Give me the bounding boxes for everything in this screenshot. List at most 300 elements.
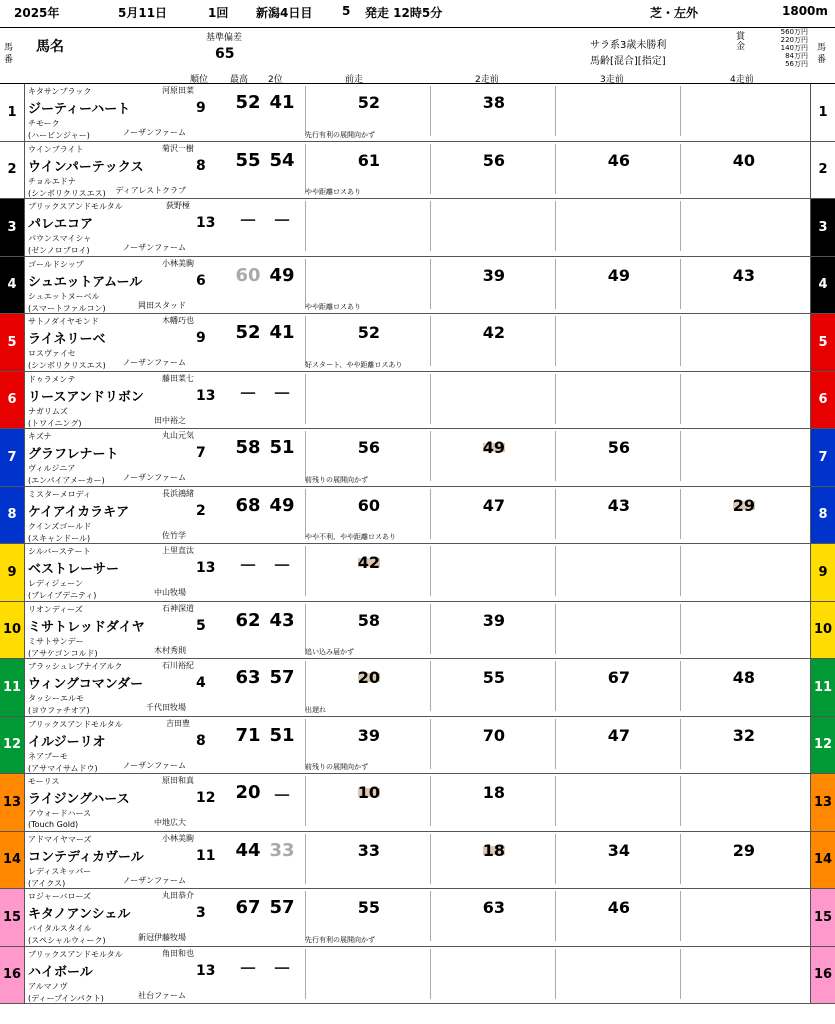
past-race-2 (430, 776, 555, 826)
past-race-2 (430, 949, 555, 999)
past-score: 18 (482, 783, 505, 802)
dam: レディスキッパー (28, 866, 92, 876)
race-header (0, 0, 835, 28)
past-score: 49 (607, 265, 630, 285)
sire: ドゥラメンテ (28, 374, 76, 384)
sire: シルバーステート (28, 547, 91, 556)
prize-5: 56万円 (785, 60, 808, 68)
rank: 7 (196, 445, 206, 461)
past-race-3 (555, 316, 680, 366)
owner: 田中裕之 (154, 415, 186, 425)
horse-number: 11 (0, 659, 25, 716)
sire: ゴールドシップ (28, 259, 84, 269)
horse-number-right: 6 (810, 372, 835, 429)
past-score: 40 (732, 150, 755, 170)
dam: レディジェーン (28, 579, 84, 588)
high-score: － (239, 211, 257, 232)
horse-number-right: 9 (810, 544, 835, 601)
past-score: 33 (357, 840, 380, 860)
dam-sire: (スペシャルウィーク) (28, 936, 106, 945)
race-note: 前残りの展開向かず (305, 475, 368, 484)
horse-row[interactable] (0, 544, 835, 602)
horse-number: 2 (0, 142, 25, 199)
owner: ノーザンファーム (122, 473, 186, 482)
horse-number: 14 (0, 832, 25, 889)
horse-name[interactable]: パレエコア (28, 217, 94, 232)
past-race-4 (680, 546, 805, 596)
owner: 岡田スタッド (138, 300, 186, 310)
past-race-1 (305, 201, 430, 251)
second-score: 49 (269, 494, 295, 516)
past-race-4 (680, 949, 805, 999)
past-race-2 (430, 374, 555, 424)
horse-row[interactable] (0, 84, 835, 142)
dam-sire: (シンボリクリスエス) (28, 361, 106, 370)
jockey: 荻野極 (166, 201, 190, 210)
dam-sire: (アイクス) (28, 878, 66, 888)
past-race-3 (555, 86, 680, 136)
past-score: 52 (357, 93, 380, 112)
date: 5月11日 (118, 6, 168, 20)
dam: チモーク (28, 119, 60, 128)
race-note: 先行有利の展開向かず (305, 935, 375, 944)
dam-sire: (ゼンノロブロイ) (28, 246, 90, 255)
sire: ロジャーバローズ (28, 892, 92, 901)
horse-number: 3 (0, 199, 25, 256)
race-note: やや不利、やや距離ロスあり (305, 533, 396, 541)
past-score: 46 (607, 150, 630, 170)
distance: 1800m (782, 4, 828, 18)
sire: キタサンブラック (28, 87, 92, 96)
horse-row[interactable] (0, 717, 835, 775)
jockey: 丸山元気 (162, 431, 194, 440)
rank: 9 (196, 330, 206, 346)
past-race-3 (555, 661, 680, 711)
owner: 中山牧場 (154, 588, 186, 597)
horse-name[interactable]: シュエットアムール (28, 274, 143, 290)
owner: ディアレストクラブ (115, 185, 186, 195)
past-score: 56 (482, 150, 505, 170)
past-race-4 (680, 776, 805, 826)
past-race-3 (555, 374, 680, 424)
high-score: 58 (235, 437, 261, 458)
horse-name[interactable]: ライネリーベ (28, 332, 106, 347)
high-score: 44 (235, 839, 261, 861)
race-note: やや距離ロスあり (305, 188, 361, 196)
jockey: 小林美駒 (162, 258, 194, 268)
horse-number: 13 (0, 774, 25, 831)
col-4: 4走前 (730, 75, 754, 85)
past-score: 39 (357, 725, 380, 745)
horse-row[interactable] (0, 487, 835, 545)
past-race-4 (680, 144, 805, 194)
past-race-1 (305, 834, 430, 884)
second-score: － (273, 211, 291, 232)
past-race-2 (430, 546, 555, 596)
high-score: 60 (235, 264, 261, 286)
horse-rows (0, 84, 835, 1004)
dam: パウンスマイシャ (28, 234, 92, 243)
past-race-3 (555, 891, 680, 941)
rank: 3 (196, 905, 206, 921)
jockey: 吉田豊 (166, 718, 190, 728)
prize-list (780, 28, 808, 68)
past-score: 38 (482, 93, 505, 112)
high-score: 20 (235, 782, 261, 803)
rank: 11 (196, 847, 216, 864)
past-score: 48 (732, 668, 755, 687)
past-race-2 (430, 604, 555, 654)
past-score: 39 (482, 265, 505, 285)
col-2: 2走前 (475, 75, 499, 85)
year: 2025年 (14, 6, 60, 20)
past-race-2 (430, 201, 555, 251)
dam-sire: (アサマイサムドウ) (28, 763, 98, 773)
dam: バイタルスタイル (28, 924, 92, 933)
past-score: 47 (607, 725, 630, 745)
prize-3: 140万円 (780, 44, 808, 52)
horse-number: 9 (0, 544, 25, 601)
sire: モーリス (28, 777, 60, 786)
past-race-4 (680, 834, 805, 884)
past-race-1 (305, 949, 430, 999)
past-score: 49 (482, 438, 505, 457)
past-race-2 (430, 489, 555, 539)
past-race-3 (555, 834, 680, 884)
past-race-4 (680, 86, 805, 136)
horse-name[interactable]: ウィングコマンダー (28, 677, 144, 692)
horse-number-right: 5 (810, 314, 835, 371)
past-race-3 (555, 949, 680, 999)
past-score: 20 (357, 668, 380, 687)
start-time: 発走 12時5分 (365, 6, 443, 20)
dam: シュエットヌーベル (28, 291, 100, 301)
jockey: 木幡巧也 (162, 316, 194, 325)
past-race-4 (680, 316, 805, 366)
dam-sire: (トワイニング) (28, 418, 82, 428)
horse-number-right: 8 (810, 487, 835, 544)
horse-number-right: 15 (810, 889, 835, 946)
horse-name[interactable]: ベストレーサー (28, 562, 120, 577)
past-race-1 (305, 891, 430, 941)
high-score: 63 (235, 667, 261, 688)
past-score: 55 (357, 898, 380, 917)
past-score: 29 (732, 495, 755, 515)
past-race-3 (555, 719, 680, 769)
past-score: 56 (357, 438, 380, 457)
race-cond: 馬齢[混合][指定] (590, 56, 666, 67)
jockey: 菊沢一樹 (162, 143, 194, 153)
sire: ウインブライト (28, 144, 84, 154)
horse-number-right: 4 (810, 257, 835, 314)
place: 新潟4日目 (256, 6, 313, 20)
horse-row[interactable] (0, 142, 835, 200)
dam-sire: (エンパイアメーカー) (28, 476, 105, 485)
horse-row[interactable] (0, 429, 835, 487)
horse-number: 6 (0, 372, 25, 429)
sire: アドマイヤマーズ (28, 834, 92, 844)
dam-sire: (スキャンドール) (28, 533, 91, 543)
horse-number: 5 (0, 314, 25, 371)
past-race-1 (305, 431, 430, 481)
past-score: 34 (607, 840, 630, 860)
jockey: 河原田菜 (162, 86, 194, 95)
past-race-4 (680, 719, 805, 769)
past-race-2 (430, 316, 555, 366)
past-score: 60 (357, 495, 380, 515)
horse-name[interactable]: グラフレナート (28, 447, 119, 462)
dam-sire: (ヨウファチオア) (28, 706, 90, 715)
second-score: 33 (269, 839, 295, 861)
horse-number-right: 10 (810, 602, 835, 659)
horse-number: 15 (0, 889, 25, 946)
horse-number: 8 (0, 487, 25, 544)
dam: チョルエドナ (28, 176, 76, 186)
past-score: 42 (482, 323, 505, 342)
past-score: 63 (482, 898, 505, 917)
rank: 12 (196, 790, 216, 806)
horse-name[interactable]: ミサトレッドダイヤ (28, 619, 145, 635)
horse-number-right: 13 (810, 774, 835, 831)
rank: 8 (196, 732, 206, 749)
past-score: 10 (357, 783, 380, 802)
horse-name[interactable]: ライジングハース (28, 792, 130, 807)
owner: 新冠伊藤牧場 (138, 933, 186, 942)
sire: ブリックスアンドモルタル (28, 719, 123, 729)
rank: 9 (196, 100, 206, 116)
second-score: 57 (269, 667, 295, 688)
past-race-4 (680, 891, 805, 941)
horse-row[interactable] (0, 372, 835, 430)
col-prev: 前走 (345, 75, 364, 85)
horse-number: 7 (0, 429, 25, 486)
dam: アルマノヴ (28, 981, 68, 991)
sire: キズナ (28, 432, 52, 441)
high-score: 67 (235, 897, 261, 918)
high-score: － (239, 958, 257, 980)
past-race-4 (680, 431, 805, 481)
owner: ノーザンファーム (122, 358, 186, 367)
past-score: 43 (732, 265, 755, 285)
past-score: 39 (482, 610, 505, 630)
rank: 13 (196, 387, 216, 404)
past-race-2 (430, 661, 555, 711)
prize-2: 220万円 (780, 36, 808, 44)
jockey: 長浜鴻緒 (162, 488, 194, 498)
horse-row[interactable] (0, 602, 835, 660)
high-score: 68 (235, 494, 261, 516)
horse-name[interactable]: ウインパーテックス (28, 159, 144, 175)
horse-number-right: 3 (810, 199, 835, 256)
horse-name[interactable]: ジーティーハート (28, 102, 131, 117)
high-score: 62 (235, 609, 261, 631)
jockey: 原田和真 (162, 776, 194, 785)
second-score: 54 (269, 149, 295, 171)
rank: 6 (196, 272, 206, 289)
dam-sire: (アサケゴンコルド) (28, 648, 98, 658)
col-3: 3走前 (600, 75, 624, 85)
dam: ナガリムズ (28, 406, 68, 416)
second-score: 43 (269, 609, 295, 631)
race-note: 前残りの展開向かず (305, 763, 368, 771)
horse-row[interactable] (0, 947, 835, 1005)
high-score: 52 (235, 92, 261, 113)
rank: 13 (196, 215, 216, 231)
second-score: 49 (269, 264, 295, 286)
dam: クインズゴールド (28, 521, 92, 531)
second-score: 51 (269, 437, 295, 458)
horse-number: 16 (0, 947, 25, 1004)
horse-number-right: 14 (810, 832, 835, 889)
owner: 中地広大 (154, 818, 186, 827)
race-note: やや距離ロスあり (305, 303, 361, 311)
dam-sire: (スマートファルコン) (28, 303, 106, 313)
rank: 13 (196, 560, 216, 576)
jockey: 小林美駒 (162, 833, 194, 843)
owner: 社台ファーム (138, 990, 186, 1000)
horse-row[interactable] (0, 659, 835, 717)
jockey: 石神深道 (162, 603, 194, 613)
race-class: サラ系3歳未勝利 (590, 40, 667, 51)
race-note: 追い込み届かず (305, 648, 354, 656)
jockey: 藤田菜七 (162, 373, 194, 383)
dam: ネアブーモ (28, 751, 68, 761)
horse-number: 1 (0, 84, 25, 141)
horse-name[interactable]: コンテディカヴール (28, 849, 144, 865)
past-score: 47 (482, 495, 505, 515)
horse-number: 12 (0, 717, 25, 774)
second-score: 51 (269, 724, 295, 746)
past-race-1 (305, 719, 430, 769)
high-score: － (239, 383, 257, 405)
horse-row[interactable] (0, 889, 835, 947)
prize-label: 賞金 (736, 32, 746, 52)
sub-header (0, 28, 835, 84)
past-race-3 (555, 546, 680, 596)
horse-name[interactable]: リースアンドリボン (28, 389, 144, 405)
col-high: 最高 (230, 75, 249, 85)
horse-number: 4 (0, 257, 25, 314)
num-label-right: 馬番 (817, 43, 827, 65)
past-score: 46 (607, 898, 630, 917)
past-score: 58 (357, 610, 380, 630)
dam-sire: (シンボリクリスエス) (28, 188, 106, 198)
horse-name[interactable]: イルジーリオ (28, 734, 106, 750)
past-score: 70 (482, 725, 505, 745)
sire: サトノダイヤモンド (28, 317, 99, 326)
past-race-3 (555, 201, 680, 251)
second-score: － (273, 383, 291, 405)
dam: ミサトサンデー (28, 636, 84, 646)
horse-number: 10 (0, 602, 25, 659)
past-race-4 (680, 374, 805, 424)
second-score: － (273, 958, 291, 980)
past-race-3 (555, 489, 680, 539)
past-score: 29 (732, 840, 755, 860)
dam-sire: (ディープインパクト) (28, 993, 104, 1003)
std-label: 基準偏差 (206, 33, 243, 43)
past-race-1 (305, 316, 430, 366)
owner: ノーザンファーム (122, 128, 186, 137)
high-score: － (239, 556, 257, 577)
sire: リオンディーズ (28, 604, 83, 614)
race-note: 先行有利の展開向かず (305, 130, 375, 139)
prize-4: 84万円 (785, 52, 808, 60)
std-value: 65 (215, 46, 235, 62)
dam-sire: (ハービンジャー) (28, 131, 90, 140)
horse-number-right: 2 (810, 142, 835, 199)
past-race-1 (305, 546, 430, 596)
dam: ロスヴァイセ (28, 349, 76, 358)
horse-name[interactable]: ハイボール (28, 964, 93, 980)
past-race-1 (305, 661, 430, 711)
horse-row[interactable] (0, 832, 835, 890)
owner: 千代田牧場 (146, 703, 186, 712)
horse-row[interactable] (0, 257, 835, 315)
horse-label: 馬名 (36, 39, 64, 55)
horse-row[interactable] (0, 199, 835, 257)
dam: タッシーエルモ (28, 694, 84, 703)
past-race-1 (305, 374, 430, 424)
race-number: 5 (342, 4, 351, 18)
past-score: 52 (357, 323, 380, 342)
high-score: 55 (235, 149, 261, 171)
horse-name[interactable]: ケイアイカラキア (28, 504, 130, 520)
col-rank: 順位 (190, 75, 209, 85)
second-score: 41 (269, 92, 295, 113)
owner: ノーザンファーム (122, 875, 186, 885)
course: 芝・左外 (650, 6, 699, 20)
rank: 5 (196, 617, 206, 634)
race-note: 出遅れ (305, 705, 326, 714)
past-race-1 (305, 259, 430, 309)
sire: ブリックスアンドモルタル (28, 202, 123, 211)
second-score: 57 (269, 897, 295, 918)
past-score: 56 (607, 438, 630, 457)
past-race-2 (430, 719, 555, 769)
past-race-1 (305, 604, 430, 654)
past-race-3 (555, 259, 680, 309)
owner: 佐竹学 (162, 530, 186, 540)
kai: 1回 (208, 6, 229, 20)
prize-1: 560万円 (780, 28, 808, 36)
past-race-2 (430, 891, 555, 941)
jockey: 角田和也 (162, 948, 194, 958)
sire: ミスターメロディ (28, 489, 91, 499)
horse-row[interactable] (0, 314, 835, 372)
past-race-2 (430, 144, 555, 194)
rank: 2 (196, 502, 206, 519)
dam-sire: (ブレイブデニティ) (28, 591, 97, 600)
dam: アウォードハース (28, 809, 92, 818)
past-race-2 (430, 86, 555, 136)
past-race-2 (430, 834, 555, 884)
jockey: 石川裕紀 (162, 661, 194, 670)
past-race-2 (430, 259, 555, 309)
horse-name[interactable]: キタノアンシェル (28, 907, 131, 922)
past-score: 43 (607, 495, 630, 515)
past-score: 55 (482, 668, 505, 687)
past-race-1 (305, 489, 430, 539)
owner: 木村秀則 (154, 645, 186, 655)
past-score: 18 (482, 840, 505, 860)
rank: 8 (196, 157, 206, 174)
horse-row[interactable] (0, 774, 835, 832)
past-score: 61 (357, 150, 380, 170)
past-race-4 (680, 259, 805, 309)
past-score: 67 (607, 668, 630, 687)
high-score: 71 (235, 724, 261, 746)
